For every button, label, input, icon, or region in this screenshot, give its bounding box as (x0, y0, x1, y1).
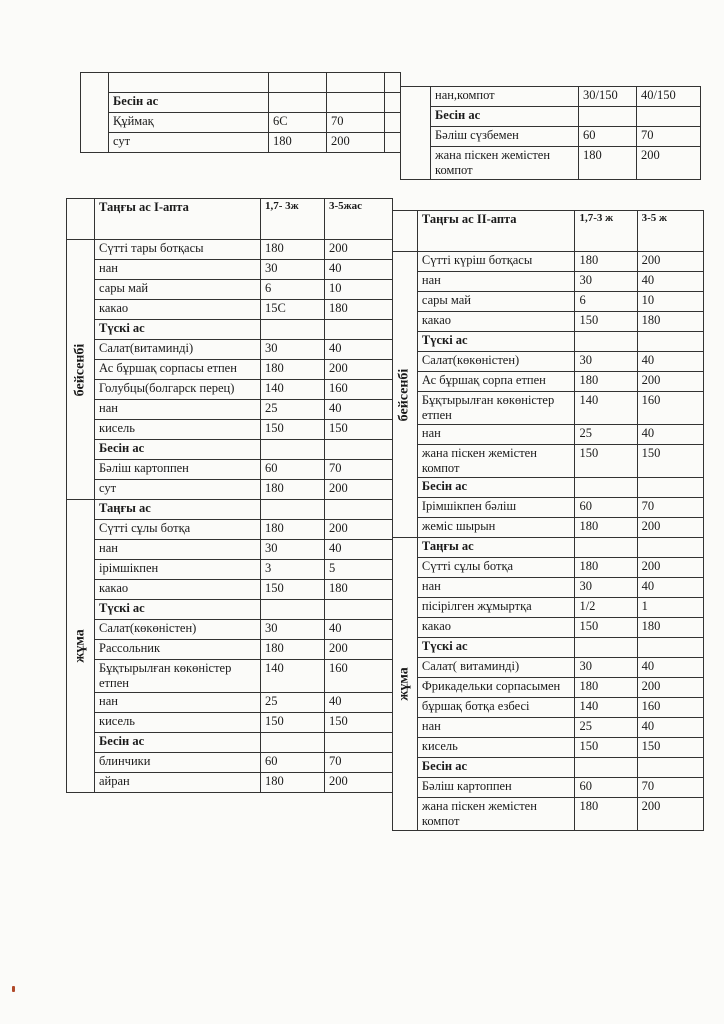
menu-row (393, 798, 704, 831)
dish-name: Бесін ас (95, 440, 261, 460)
portion-age-b: 1 (637, 598, 703, 618)
portion-age-b: 200 (325, 773, 393, 793)
menu-row (67, 500, 393, 520)
portion-age-b: 40 (637, 578, 703, 598)
day-label: бейсенбі (72, 343, 88, 396)
portion-age-b: 200 (325, 240, 393, 260)
portion-age-b: 200 (637, 798, 703, 831)
menu-row (81, 93, 401, 113)
dish-name: нан (417, 578, 575, 598)
portion-age-a: 140 (575, 392, 637, 425)
menu-row (81, 133, 401, 153)
spacer-cell (385, 113, 401, 133)
dish-name: Бәліш картоппен (417, 778, 575, 798)
dish-name: Салат(көкөністен) (95, 620, 261, 640)
portion-age-b: 70 (637, 778, 703, 798)
portion-age-a: 30 (575, 272, 637, 292)
dish-name: Сүтті күріш ботқасы (417, 252, 575, 272)
dish-name: жана піскен жемістен компот (417, 445, 575, 478)
portion-age-a: 30 (575, 658, 637, 678)
portion-age-b: 40 (325, 540, 393, 560)
portion-age-a: 150 (261, 420, 325, 440)
week1-header-blank (67, 199, 95, 240)
dish-name: Салат( витаминді) (417, 658, 575, 678)
portion-age-b: 160 (325, 380, 393, 400)
portion-age-a: 140 (261, 660, 325, 693)
dish-name: Бәліш сүзбемен (431, 127, 579, 147)
portion-age-b: 40 (325, 693, 393, 713)
portion-age-b: 150 (637, 738, 703, 758)
portion-age-a: 3 (261, 560, 325, 580)
dish-name: Ірімшікпен бәліш (417, 498, 575, 518)
dish-name: блинчики (95, 753, 261, 773)
portion-age-b (637, 478, 703, 498)
portion-age-b: 70 (327, 113, 385, 133)
portion-age-b: 200 (637, 518, 703, 538)
portion-age-a: 180 (575, 558, 637, 578)
week2-table (392, 210, 704, 831)
dish-name: Ас бұршақ сорпасы етпен (95, 360, 261, 380)
portion-age-a: 150 (575, 618, 637, 638)
week1-col-age-b: 3-5жас (325, 199, 393, 240)
portion-age-b: 200 (637, 252, 703, 272)
portion-age-b: 10 (637, 292, 703, 312)
menu-row (67, 260, 393, 280)
portion-age-a: 60 (579, 127, 637, 147)
menu-row (67, 713, 393, 733)
menu-row (67, 280, 393, 300)
dish-name: какао (95, 580, 261, 600)
menu-row (393, 392, 704, 425)
portion-age-a (575, 332, 637, 352)
week2-col-age-b: 3-5 ж (637, 211, 703, 252)
dish-name: бұршақ ботқа езбесі (417, 698, 575, 718)
portion-age-a: 140 (575, 698, 637, 718)
portion-age-b: 150 (325, 420, 393, 440)
portion-age-a: 180 (269, 133, 327, 153)
dish-name (109, 73, 269, 93)
menu-row (393, 252, 704, 272)
dish-name: Сүтті сұлы ботқа (95, 520, 261, 540)
dish-name: Құймақ (109, 113, 269, 133)
portion-age-b (325, 440, 393, 460)
menu-row (67, 560, 393, 580)
portion-age-b: 200 (637, 372, 703, 392)
portion-age-b: 200 (325, 360, 393, 380)
portion-age-a: 180 (261, 640, 325, 660)
portion-age-b (637, 107, 701, 127)
day-label: бейсенбі (396, 368, 412, 421)
menu-row (401, 127, 701, 147)
portion-age-a: 6 (261, 280, 325, 300)
spacer-cell (385, 133, 401, 153)
portion-age-a: 30 (261, 260, 325, 280)
menu-row (393, 598, 704, 618)
menu-row (393, 638, 704, 658)
menu-row (67, 360, 393, 380)
portion-age-a: 25 (575, 425, 637, 445)
dish-name: пісірілген жұмыртқа (417, 598, 575, 618)
dish-name: Голубцы(болгарск перец) (95, 380, 261, 400)
portion-age-b: 160 (637, 392, 703, 425)
portion-age-b: 200 (325, 520, 393, 540)
portion-age-a (269, 93, 327, 113)
dish-name: какао (95, 300, 261, 320)
day-label-cell (393, 252, 418, 538)
dish-name: нан (95, 400, 261, 420)
portion-age-b: 40 (637, 272, 703, 292)
menu-row (401, 87, 701, 107)
portion-age-a: 180 (575, 252, 637, 272)
menu-row (67, 300, 393, 320)
portion-age-a (261, 320, 325, 340)
portion-age-a (575, 758, 637, 778)
menu-row (67, 540, 393, 560)
portion-age-b: 40/150 (637, 87, 701, 107)
day-label-cell (81, 73, 109, 153)
portion-age-b: 40 (325, 260, 393, 280)
menu-row (401, 147, 701, 180)
portion-age-b: 200 (637, 678, 703, 698)
dish-name: кисель (95, 713, 261, 733)
portion-age-b (325, 733, 393, 753)
dish-name: Бесін ас (431, 107, 579, 127)
menu-row (393, 425, 704, 445)
portion-age-b: 160 (325, 660, 393, 693)
menu-row (393, 718, 704, 738)
dish-name: Таңғы ас (95, 500, 261, 520)
menu-row (81, 73, 401, 93)
dish-name: Салат(көкөністен) (417, 352, 575, 372)
portion-age-a: 180 (575, 518, 637, 538)
portion-age-a: 6 (575, 292, 637, 312)
day-label: жұма (72, 629, 88, 663)
portion-age-a: 25 (261, 400, 325, 420)
menu-row (393, 312, 704, 332)
menu-row (67, 693, 393, 713)
portion-age-b: 70 (325, 460, 393, 480)
menu-row (393, 698, 704, 718)
week1-title: Таңғы ас І-апта (95, 199, 261, 240)
portion-age-b: 70 (325, 753, 393, 773)
dish-name: нан (95, 693, 261, 713)
portion-age-a: 30 (261, 620, 325, 640)
week2-col-age-a: 1,7-3 ж (575, 211, 637, 252)
portion-age-a (261, 440, 325, 460)
portion-age-a: 60 (575, 778, 637, 798)
menu-row (401, 107, 701, 127)
portion-age-b: 40 (325, 340, 393, 360)
portion-age-a: 180 (261, 480, 325, 500)
portion-age-a: 60 (261, 753, 325, 773)
menu-row (393, 558, 704, 578)
menu-row (67, 600, 393, 620)
menu-row (393, 372, 704, 392)
menu-row (393, 478, 704, 498)
portion-age-a: 25 (261, 693, 325, 713)
dish-name: Рассольник (95, 640, 261, 660)
portion-age-b: 40 (637, 425, 703, 445)
portion-age-b: 160 (637, 698, 703, 718)
menu-row (393, 678, 704, 698)
portion-age-a (575, 638, 637, 658)
portion-age-a (261, 600, 325, 620)
menu-row (81, 113, 401, 133)
menu-row (67, 620, 393, 640)
dish-name: нан,компот (431, 87, 579, 107)
portion-age-b: 200 (325, 640, 393, 660)
menu-row (67, 753, 393, 773)
spacer-cell (385, 93, 401, 113)
portion-age-b: 150 (325, 713, 393, 733)
menu-row (393, 778, 704, 798)
menu-row (67, 480, 393, 500)
menu-row (393, 498, 704, 518)
top-left-table (80, 72, 401, 153)
dish-name: Бесін ас (95, 733, 261, 753)
portion-age-a: 150 (575, 445, 637, 478)
menu-row (393, 332, 704, 352)
menu-row (67, 240, 393, 260)
spacer-cell (385, 73, 401, 93)
portion-age-a: 30 (261, 540, 325, 560)
dish-name: нан (417, 718, 575, 738)
dish-name: нан (95, 260, 261, 280)
portion-age-a: 150 (575, 312, 637, 332)
portion-age-b: 180 (325, 580, 393, 600)
dish-name: Түскі ас (417, 332, 575, 352)
dish-name: Түскі ас (95, 600, 261, 620)
menu-row (393, 272, 704, 292)
portion-age-a (261, 500, 325, 520)
portion-age-b (637, 638, 703, 658)
portion-age-b: 180 (637, 618, 703, 638)
portion-age-b (637, 538, 703, 558)
portion-age-a: 180 (261, 240, 325, 260)
menu-row (393, 518, 704, 538)
portion-age-a: 180 (261, 773, 325, 793)
portion-age-b: 40 (325, 400, 393, 420)
portion-age-a: 1/2 (575, 598, 637, 618)
portion-age-a: 30/150 (579, 87, 637, 107)
week2-header-blank (393, 211, 418, 252)
portion-age-b: 40 (637, 352, 703, 372)
menu-row (67, 340, 393, 360)
portion-age-b: 200 (325, 480, 393, 500)
dish-name: нан (417, 425, 575, 445)
menu-row (67, 400, 393, 420)
menu-row (67, 380, 393, 400)
day-label-cell (401, 87, 431, 180)
portion-age-a: 180 (261, 360, 325, 380)
day-label: жұма (396, 667, 412, 701)
menu-row (67, 440, 393, 460)
portion-age-a: 60 (575, 498, 637, 518)
portion-age-a (579, 107, 637, 127)
portion-age-a: 180 (575, 798, 637, 831)
week2-title: Таңғы ас ІІ-апта (417, 211, 575, 252)
dish-name: жеміс шырын (417, 518, 575, 538)
menu-row (67, 460, 393, 480)
dish-name: Бәліш картоппен (95, 460, 261, 480)
dish-name: жана піскен жемістен компот (431, 147, 579, 180)
week1-table (66, 198, 393, 793)
portion-age-a: 25 (575, 718, 637, 738)
portion-age-a (261, 733, 325, 753)
menu-row (393, 538, 704, 558)
menu-row (67, 733, 393, 753)
portion-age-b (637, 332, 703, 352)
portion-age-a: 30 (261, 340, 325, 360)
menu-row (393, 578, 704, 598)
portion-age-a: 180 (575, 372, 637, 392)
portion-age-a: 180 (579, 147, 637, 180)
dish-name: сут (95, 480, 261, 500)
menu-row (393, 758, 704, 778)
portion-age-a: 140 (261, 380, 325, 400)
menu-row (67, 320, 393, 340)
portion-age-a: 180 (261, 520, 325, 540)
portion-age-a: 30 (575, 578, 637, 598)
portion-age-b: 200 (327, 133, 385, 153)
ink-mark (12, 986, 15, 992)
portion-age-a: 6С (269, 113, 327, 133)
menu-row (393, 658, 704, 678)
dish-name: Сүтті тары ботқасы (95, 240, 261, 260)
dish-name: какао (417, 618, 575, 638)
portion-age-b: 150 (637, 445, 703, 478)
portion-age-b: 10 (325, 280, 393, 300)
portion-age-b: 180 (637, 312, 703, 332)
menu-row (67, 420, 393, 440)
portion-age-b: 200 (637, 147, 701, 180)
dish-name: Фрикадельки сорпасымен (417, 678, 575, 698)
day-label-cell (67, 240, 95, 500)
menu-row (67, 640, 393, 660)
menu-row (393, 618, 704, 638)
portion-age-b (325, 500, 393, 520)
menu-row (67, 660, 393, 693)
menu-row (393, 445, 704, 478)
portion-age-b: 180 (325, 300, 393, 320)
portion-age-a: 30 (575, 352, 637, 372)
dish-name: Таңғы ас (417, 538, 575, 558)
dish-name: айран (95, 773, 261, 793)
menu-row (393, 738, 704, 758)
portion-age-a (575, 538, 637, 558)
dish-name: Ас бұршақ сорпа етпен (417, 372, 575, 392)
dish-name: какао (417, 312, 575, 332)
dish-name: жана піскен жемістен компот (417, 798, 575, 831)
portion-age-b: 5 (325, 560, 393, 580)
menu-row (67, 520, 393, 540)
portion-age-a: 60 (261, 460, 325, 480)
portion-age-a: 150 (261, 580, 325, 600)
portion-age-a: 15С (261, 300, 325, 320)
dish-name: Түскі ас (417, 638, 575, 658)
portion-age-a (575, 478, 637, 498)
week1-header-row (67, 199, 393, 240)
portion-age-a (269, 73, 327, 93)
menu-row (67, 773, 393, 793)
day-label-cell (67, 500, 95, 793)
dish-name: ірімшікпен (95, 560, 261, 580)
dish-name: сары май (417, 292, 575, 312)
portion-age-a: 150 (261, 713, 325, 733)
dish-name: Түскі ас (95, 320, 261, 340)
dish-name: Бесін ас (417, 478, 575, 498)
dish-name: Бесін ас (417, 758, 575, 778)
portion-age-b (325, 600, 393, 620)
portion-age-b (327, 73, 385, 93)
dish-name: сут (109, 133, 269, 153)
portion-age-b: 40 (637, 658, 703, 678)
dish-name: Бесін ас (109, 93, 269, 113)
portion-age-b: 200 (637, 558, 703, 578)
portion-age-b: 70 (637, 127, 701, 147)
day-label-cell (393, 538, 418, 831)
portion-age-a: 180 (575, 678, 637, 698)
dish-name: кисель (95, 420, 261, 440)
portion-age-b (637, 758, 703, 778)
menu-row (393, 352, 704, 372)
menu-row (67, 580, 393, 600)
dish-name: Бұқтырылған көкөністер етпен (417, 392, 575, 425)
dish-name: Салат(витаминді) (95, 340, 261, 360)
week2-header-row (393, 211, 704, 252)
portion-age-b: 40 (325, 620, 393, 640)
dish-name: нан (95, 540, 261, 560)
portion-age-b: 40 (637, 718, 703, 738)
dish-name: сары май (95, 280, 261, 300)
portion-age-b: 70 (637, 498, 703, 518)
dish-name: Бұқтырылған көкөністер етпен (95, 660, 261, 693)
dish-name: кисель (417, 738, 575, 758)
top-right-table (400, 86, 701, 180)
dish-name: нан (417, 272, 575, 292)
week1-col-age-a: 1,7- 3ж (261, 199, 325, 240)
portion-age-a: 150 (575, 738, 637, 758)
portion-age-b (325, 320, 393, 340)
portion-age-b (327, 93, 385, 113)
dish-name: Сүтті сұлы ботқа (417, 558, 575, 578)
menu-row (393, 292, 704, 312)
